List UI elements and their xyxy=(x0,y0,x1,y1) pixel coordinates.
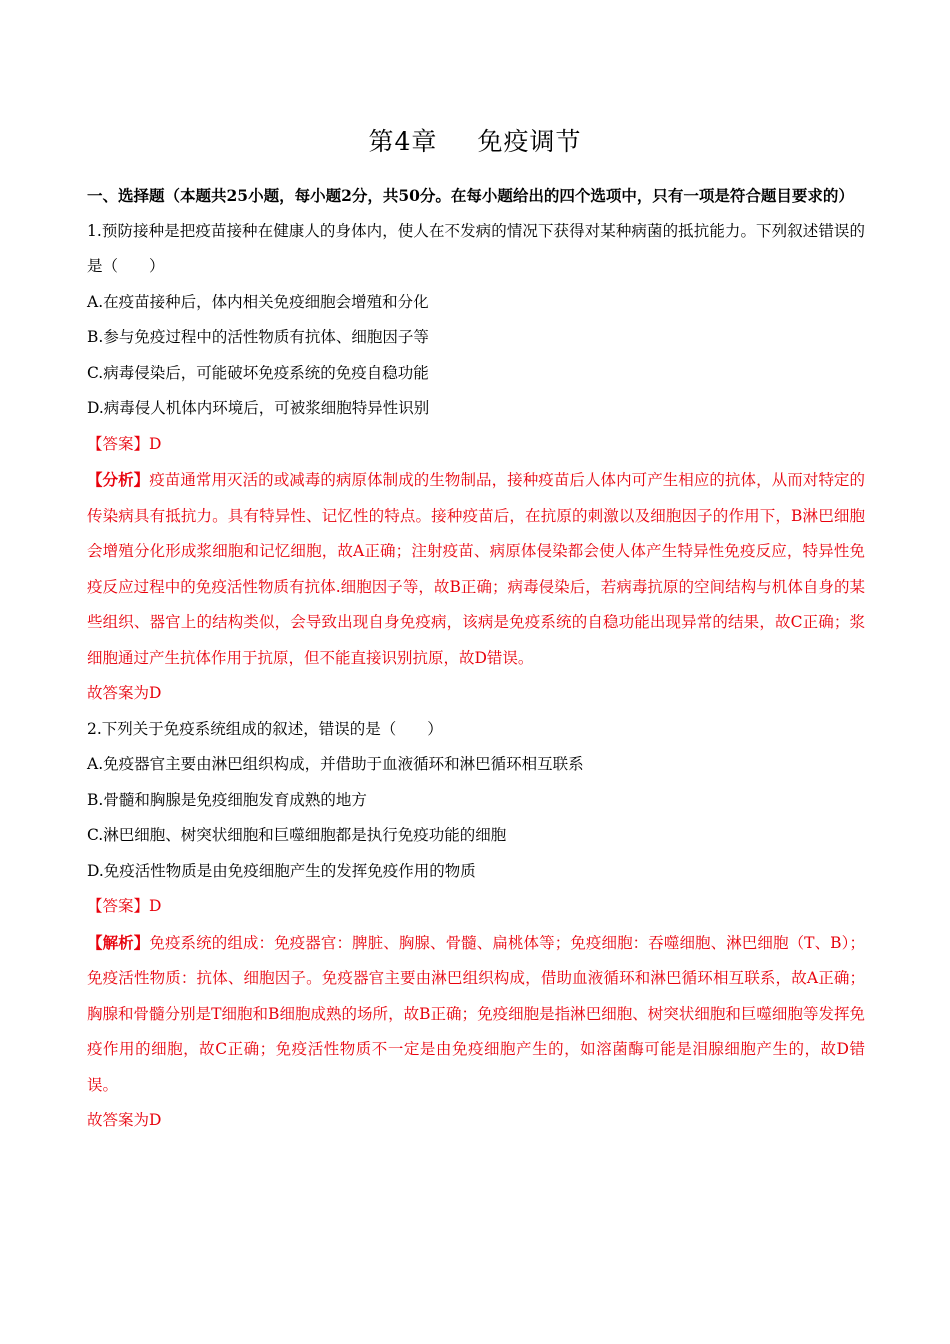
question-2-option-c: C.淋巴细胞、树突状细胞和巨噬细胞都是执行免疫功能的细胞 xyxy=(87,826,507,844)
chapter-title xyxy=(0,122,950,158)
chapter-number: 第4章 xyxy=(368,127,438,156)
chapter-name: 免疫调节 xyxy=(477,127,582,156)
question-1-option-a: A.在疫苗接种后，体内相关免疫细胞会增殖和分化 xyxy=(87,292,429,311)
question-2-answer: 【答案】D xyxy=(87,897,162,915)
question-2-option-d: D.免疫活性物质是由免疫细胞产生的发挥免疫作用的物质 xyxy=(87,861,476,880)
question-2-option-a: A.免疫器官主要由淋巴组织构成，并借助于血液循环和淋巴循环相互联系 xyxy=(87,755,584,773)
section-header: 一、选择题（本题共25小题，每小题2分，共50分。在每小题给出的四个选项中，只有一项是符合题目要求的） xyxy=(87,186,854,205)
question-1-option-b: B.参与免疫过程中的活性物质有抗体、细胞因子等 xyxy=(87,328,429,346)
question-1-option-c: C.病毒侵染后，可能破坏免疫系统的免疫自稳功能 xyxy=(87,363,429,382)
question-1-analysis-label: 【分析】 xyxy=(87,470,150,489)
question-1-analysis-text: 疫苗通常用灭活的或减毒的病原体制成的生物制品，接种疫苗后人体内可产生相应的抗体，从而对特定的传染病具有抵抗力。具有特异性、记忆性的特点。接种疫苗后，在抗原的刺激以及细胞因子的作用下，B淋巴细胞会增殖分化形成浆细胞和记忆细胞，故A正确；注射疫苗、病原体侵染都会使人体产生特异性免疫反应，特异性免疫反应过程中的免疫活性物质有抗体.细胞因子等，故B正确；病毒侵染后，若病毒抗原的空间结构与机体自身的某些组织、器官上的结构类似，会导致出现自身免疫病，该病是免疫系统的自稳功能出现异常的结果，故C正确；浆细胞通过产生抗体作用于抗原，但不能直接识别抗原，故D错误。 xyxy=(87,471,865,667)
question-1-analysis xyxy=(87,462,865,676)
question-1-answer: 【答案】D xyxy=(87,434,162,453)
question-2-option-b: B.骨髓和胸腺是免疫细胞发育成熟的地方 xyxy=(87,790,367,809)
document-body xyxy=(87,178,865,1139)
question-2-stem: 2.下列关于免疫系统组成的叙述，错误的是（ ） xyxy=(87,719,443,738)
question-2-analysis xyxy=(87,925,865,1104)
question-1-stem: 1.预防接种是把疫苗接种在健康人的身体内，使人在不发病的情况下获得对某种病菌的抵抗能力。下列叙述错误的是（ ） xyxy=(87,221,865,275)
question-1-conclusion: 故答案为D xyxy=(87,684,162,702)
question-2-analysis-label: 【解析】 xyxy=(87,932,150,952)
question-2-conclusion: 故答案为D xyxy=(87,1111,162,1129)
question-1-option-d: D.病毒侵人机体内环境后，可被浆细胞特异性识别 xyxy=(87,399,430,417)
question-2-analysis-text: 免疫系统的组成：免疫器官：脾脏、胸腺、骨髓、扁桃体等；免疫细胞：吞噬细胞、淋巴细胞（T、B）；免疫活性物质：抗体、细胞因子。免疫器官主要由淋巴组织构成，借助血液循环和淋巴循环相互联系，故A正确；胸腺和骨髓分别是T细胞和B细胞成熟的场所，故B正确；免疫细胞是指淋巴细胞、树突状细胞和巨噬细胞等发挥免疫作用的细胞，故C正确；免疫活性物质不一定是由免疫细胞产生的，如溶菌酶可能是泪腺细胞产生的，故D错误。 xyxy=(87,933,865,1094)
